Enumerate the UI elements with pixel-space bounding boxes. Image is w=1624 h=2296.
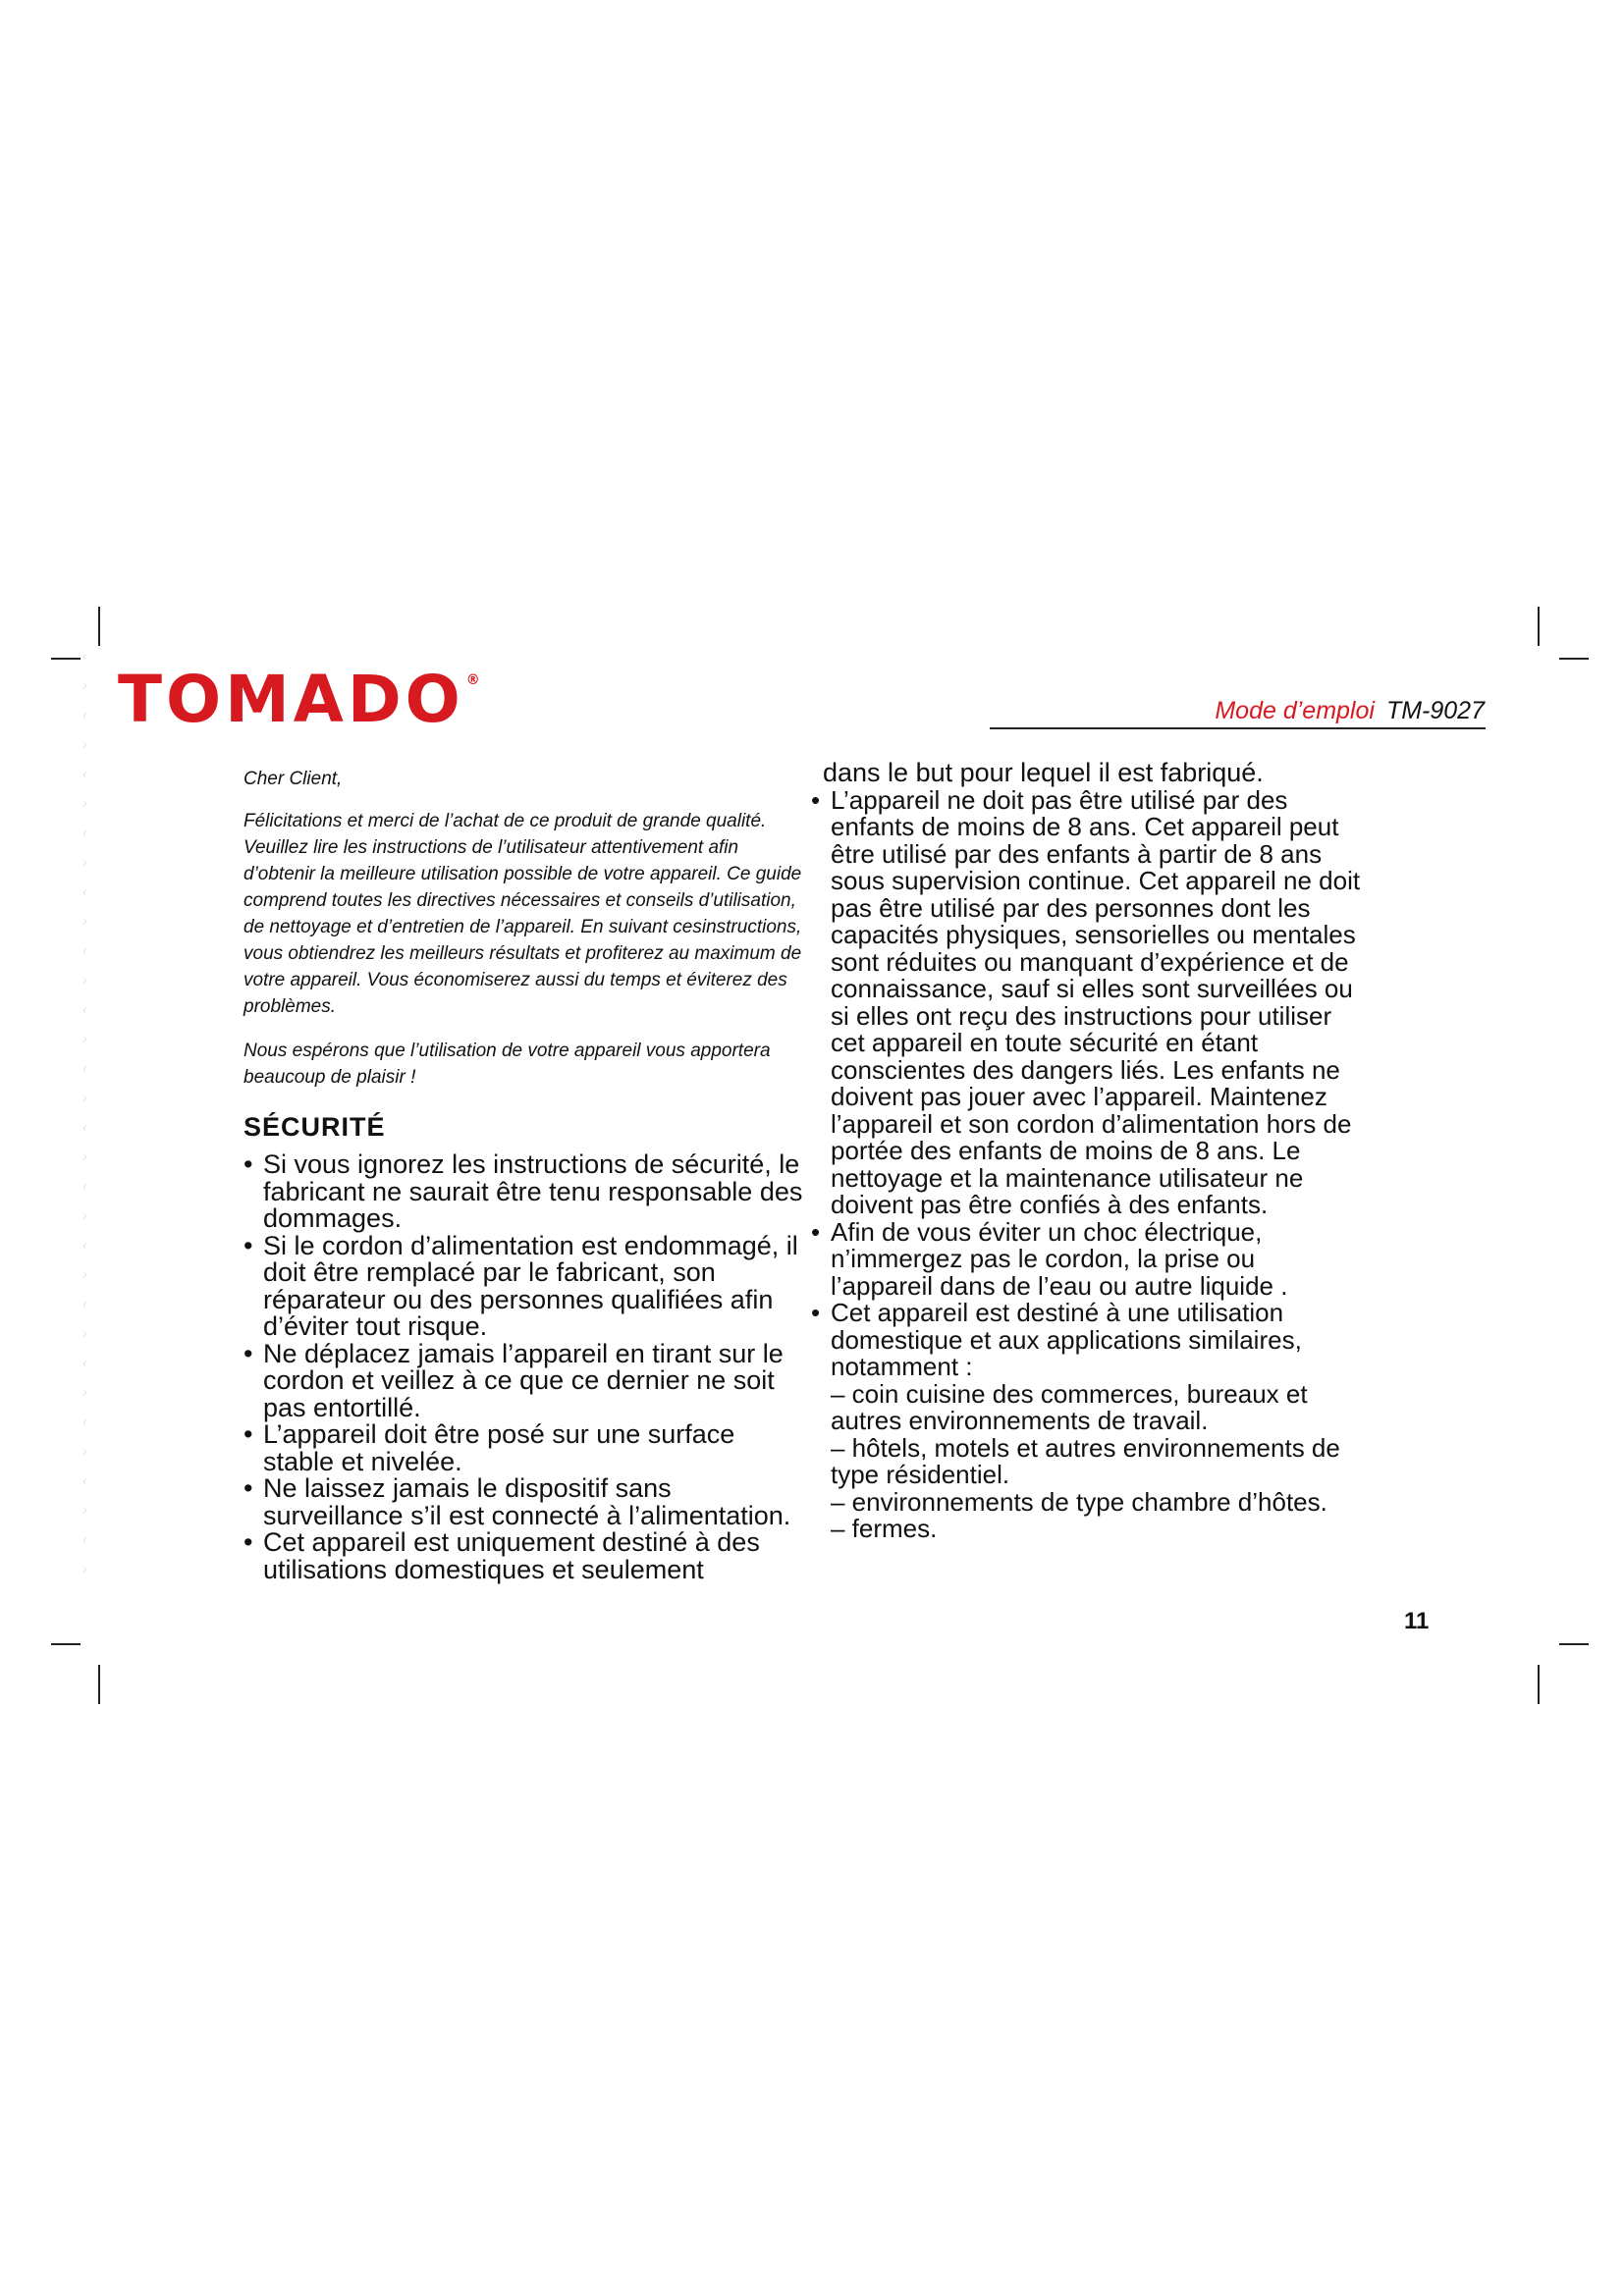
dash-item: – hôtels, motels et autres environnements de type résidentiel. (831, 1432, 1340, 1489)
crop-mark (51, 658, 81, 660)
dash-item: – environnements de type chambre d’hôtes. (831, 1486, 1327, 1517)
section-title-safety: SÉCURITÉ (244, 1112, 386, 1142)
crop-mark (98, 1665, 100, 1704)
model-number: TM-9027 (1385, 697, 1485, 724)
page-number: 11 (1404, 1608, 1430, 1634)
registered-mark: ® (465, 672, 480, 688)
list-item: • Si le cordon d’alimentation est endommagé, il doit être remplacé par le fabricant, son réparateur ou des personnes qualifiées afin d’éviter tout risque. (244, 1233, 803, 1341)
continuation-text: dans le but pour lequel il est fabriqué. (823, 758, 1264, 787)
crop-mark (1559, 658, 1589, 660)
list-item: • Cet appareil est destiné à une utilisation domestique et aux applications similaires, notamment : (811, 1300, 1361, 1381)
list-item: • Cet appareil est uniquement destiné à des utilisations domestiques et seulement (244, 1529, 803, 1583)
dash-item: – coin cuisine des commerces, bureaux et autres environnements de travail. (831, 1378, 1308, 1435)
safety-list (244, 1151, 803, 1583)
list-item: • Ne déplacez jamais l’appareil en tirant sur le cordon et veillez à ce que ce dernier ne soit pas entortillé. (244, 1341, 803, 1422)
brand-logo (118, 662, 480, 737)
list-item: • Ne laissez jamais le dispositif sans surveillance s’il est connecté à l’alimentation. (244, 1475, 803, 1529)
intro-paragraph: Félicitations et merci de l’achat de ce produit de grande qualité. Veuillez lire les instructions de l’utilisateur attentivement afin d’obtenir la meilleure utilisation possible de votre appareil. Ce guide comprend toutes les directives nécessaires et conseils d’utilisation, de nettoyage et d’entretien de l’appareil. En suivant cesinstructions, vous obtiendrez les meilleurs résultats et profiterez au maximum de votre appareil. Vous économiserez aussi du temps et éviterez des problèmes. (244, 811, 802, 1017)
closing-paragraph: Nous espérons que l’utilisation de votre appareil vous apportera beaucoup de plaisir ! (244, 1041, 771, 1088)
brand-name: TOMADO (118, 662, 464, 737)
left-column (244, 766, 803, 1583)
crop-mark (1559, 1643, 1589, 1645)
header-rule (990, 727, 1486, 729)
crop-mark (1538, 607, 1540, 646)
crop-mark (98, 607, 100, 646)
crop-mark (1538, 1665, 1540, 1704)
greeting: Cher Client, (244, 769, 343, 789)
crop-mark (51, 1643, 81, 1645)
dash-item: – fermes. (831, 1514, 938, 1543)
list-item: • Si vous ignorez les instructions de sécurité, le fabricant ne saurait être tenu responsable des dommages. (244, 1151, 803, 1233)
document-header (1215, 699, 1485, 723)
margin-decoration: ‹ › ‹ › ‹ › ‹ › ‹ › ‹ › ‹ › ‹ › ‹ › ‹ › ‹ › ‹ › ‹ › ‹ › ‹ › ‹ › (82, 648, 87, 1576)
list-item: • L’appareil ne doit pas être utilisé par des enfants de moins de 8 ans. Cet appareil peut être utilisé par des enfants à partir de 8 ans sous supervision continue. Cet appareil ne doit pas être utilisé par des personnes dont les capacités physiques, sensorielles ou mentales sont réduites ou manquant d’expérience et de connaissance, sauf si elles sont surveillées ou si elles ont reçu des instructions pour utiliser cet appareil en toute sécurité en étant conscientes des dangers liés. Les enfants ne doivent pas jouer avec l’appareil. Maintenez l’appareil et son cordon d’alimentation hors de portée des enfants de moins de 8 ans. Le nettoyage et la maintenance utilisateur ne doivent pas être confiés à des enfants. (811, 787, 1361, 1219)
list-item: • L’appareil doit être posé sur une surface stable et nivelée. (244, 1421, 803, 1475)
list-item: • Afin de vous éviter un choc électrique, n’immergez pas le cordon, la prise ou l’appareil dans de l’eau ou autre liquide . (811, 1219, 1361, 1301)
mode-label: Mode d’emploi (1215, 697, 1375, 724)
right-column (811, 760, 1361, 1543)
